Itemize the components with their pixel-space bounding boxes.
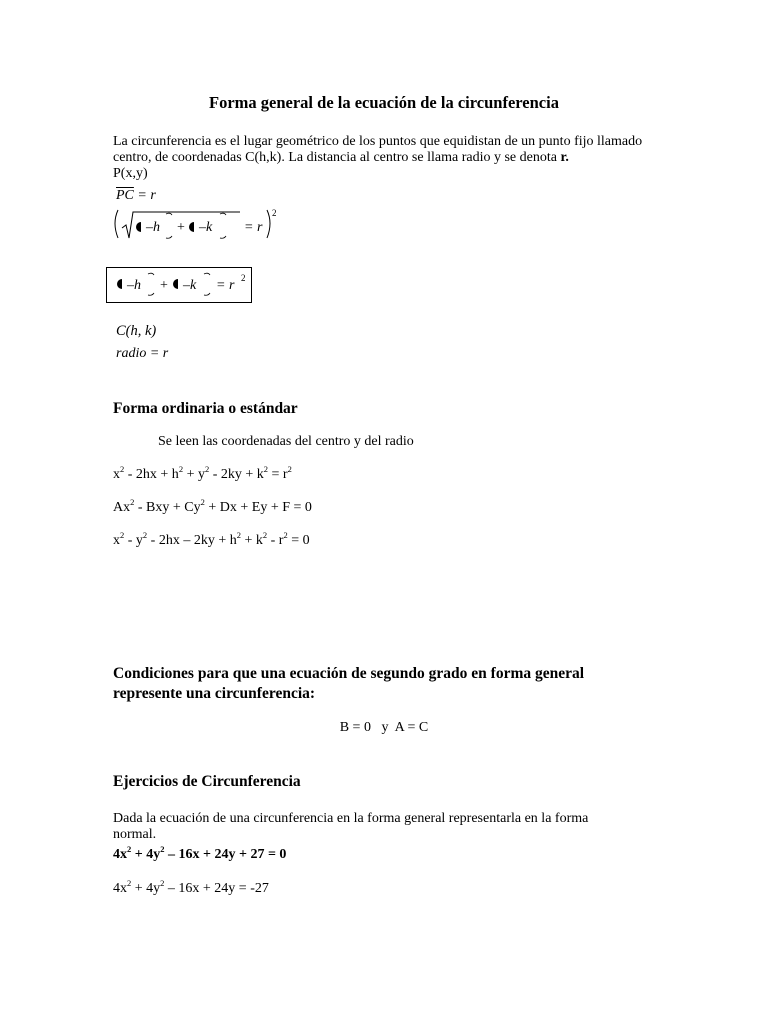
exercise-equation <box>113 844 287 863</box>
ex-part: – 16x + 24y + 27 = 0 <box>164 847 287 862</box>
bx-paren-glyph <box>117 279 122 289</box>
boxed-plus: + <box>160 278 168 293</box>
conditions-heading <box>113 664 584 704</box>
boxed-eq-r: = r <box>216 278 235 293</box>
step-sup: 2 <box>160 878 165 888</box>
radius-symbol: r. <box>560 150 569 165</box>
eq1-sup: 2 <box>120 464 125 474</box>
exp-mark <box>166 213 172 215</box>
by-close-mark <box>204 293 210 295</box>
equation-expanded <box>113 464 292 483</box>
radius-label: radio = r <box>116 346 169 361</box>
eq2-part: Ax <box>113 500 131 515</box>
eq1-part: - 2hx + h <box>124 467 179 482</box>
exercise-instructions <box>113 811 653 843</box>
intro-line-2-text: centro, de coordenadas C(h,k). La distancia al centro se llama radio y se denota <box>113 150 561 165</box>
eq1-sup: 2 <box>204 464 210 474</box>
boxed-exponent: 2 <box>241 273 246 283</box>
boxed-y-minus-k: –k <box>183 278 197 293</box>
equation-general-form <box>113 497 312 516</box>
eq1-sup: 2 <box>263 464 269 474</box>
ordinaria-note: Se leen las coordenadas del centro y del radio <box>158 434 414 449</box>
eq2-sup: 2 <box>200 497 205 507</box>
segment-pc: $\overline{PC}$ <box>116 188 134 203</box>
eq3-part: - y <box>124 533 143 548</box>
intro-paragraph <box>113 134 653 166</box>
page-title: Forma general de la ecuación de la circunferencia <box>209 93 559 112</box>
by-paren-glyph <box>173 279 178 289</box>
boxed-x-minus-h: –h <box>127 278 141 293</box>
distance-formula <box>116 188 156 204</box>
eq3-sup: 2 <box>262 530 268 540</box>
left-paren <box>115 210 118 238</box>
eq2-part: + Dx + Ey + F = 0 <box>204 500 312 515</box>
close-mark <box>166 236 172 238</box>
eq1-part: = r <box>268 467 288 482</box>
center-label: C(h, k) <box>116 323 157 339</box>
ex-part: 4x <box>113 847 127 862</box>
intro-line-2 <box>113 150 653 166</box>
x-paren-glyph <box>136 222 141 232</box>
step-part: + 4y <box>131 881 161 896</box>
eq1-sup: 2 <box>287 464 292 474</box>
eq1-part: x <box>113 467 120 482</box>
eq2-part: - Bxy + Cy <box>134 500 201 515</box>
step-part: – 16x + 24y = -27 <box>164 881 269 896</box>
section-heading-ordinaria: Forma ordinaria o estándar <box>113 400 298 417</box>
point-label: P(x,y) <box>113 166 148 181</box>
ex-sup: 2 <box>160 844 165 854</box>
eq1-part: - 2ky + k <box>209 467 264 482</box>
eq3-sup: 2 <box>120 530 125 540</box>
eq3-part: x <box>113 533 120 548</box>
conditions-line-1: Condiciones para que una ecuación de segundo grado en forma general <box>113 665 585 682</box>
eq1-sup: 2 <box>178 464 184 474</box>
exp-mark-2 <box>220 213 226 215</box>
close-mark-2 <box>220 236 226 238</box>
bx-close-mark <box>148 293 154 295</box>
exercise-line-2: normal. <box>113 827 157 842</box>
conditions-rule: B = 0 y A = C <box>339 720 429 735</box>
sqrt-plus: + <box>177 220 185 235</box>
right-paren <box>267 210 270 238</box>
sqrt-y-minus-k: –k <box>199 220 213 235</box>
exercise-line-1: Dada la ecuación de una circunferencia en la forma general representarla en la forma <box>113 811 589 826</box>
eq3-sup: 2 <box>283 530 288 540</box>
sqrt-x-minus-h: –h <box>146 220 160 235</box>
eq3-part: - r <box>267 533 284 548</box>
equation-rearranged <box>113 530 310 549</box>
section-heading-ejercicios: Ejercicios de Circunferencia <box>113 773 301 790</box>
bx-exp-mark <box>148 273 154 275</box>
eq3-part: = 0 <box>287 533 310 548</box>
conditions-line-2: represente una circunferencia: <box>113 685 316 702</box>
step-sup: 2 <box>127 878 132 888</box>
exercise-step-1 <box>113 878 269 897</box>
eq2-sup: 2 <box>130 497 135 507</box>
eq3-sup: 2 <box>236 530 241 540</box>
step-part: 4x <box>113 881 127 896</box>
eq1-part: + y <box>183 467 205 482</box>
outer-exponent: 2 <box>272 208 277 218</box>
by-exp-mark <box>204 273 210 275</box>
ex-part: + 4y <box>131 847 161 862</box>
sqrt-eq-r: = r <box>244 220 263 235</box>
eq3-part: - 2hx – 2ky + h <box>147 533 237 548</box>
intro-line-1: La circunferencia es el lugar geométrico de los puntos que equidistan de un punto fijo llamado <box>113 134 643 149</box>
y-paren-glyph <box>189 222 194 232</box>
eq3-part: + k <box>240 533 263 548</box>
distance-eq: = r <box>133 188 156 203</box>
eq3-sup: 2 <box>142 530 148 540</box>
ex-sup: 2 <box>127 844 132 854</box>
sqrt-equation <box>110 206 280 246</box>
boxed-equation <box>112 270 252 300</box>
